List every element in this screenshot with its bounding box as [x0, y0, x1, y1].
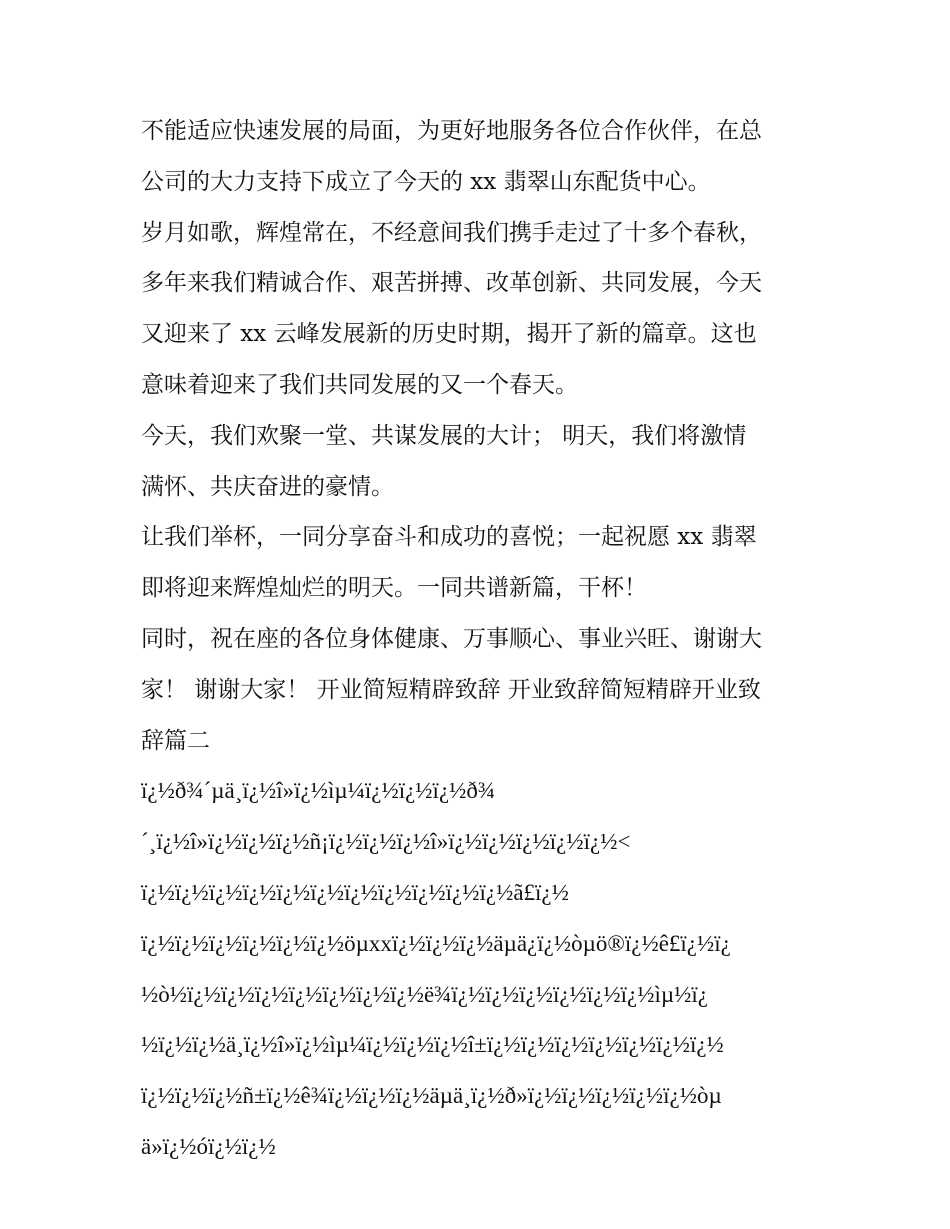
- garbled-text-line: ï¿½ï¿½ï¿½ñ±ï¿½ê¾ï¿½ï¿½ï¿½äµä¸ï¿½ð»ï¿½ï¿½ï¿½ï¿½ï¿½òµ: [141, 1083, 722, 1109]
- document-body: [141, 106, 821, 1173]
- garbled-text-line: ½ò½ï¿½ï¿½ï¿½ï¿½ï¿½ï¿½ï¿½ë¾ï¿½ï¿½ï¿½ï¿½ï¿½ï¿½ìµ½ï¿: [141, 981, 708, 1007]
- garbled-text-line: ½ï¿½ï¿½ä¸ï¿½î»ï¿½ìµ¼ï¿½ï¿½ï¿½î±ï¿½ï¿½ï¿½ï¿½ï¿½ï¿½ï¿½: [141, 1032, 724, 1058]
- text-line: 岁月如歌，辉煌常在，不经意间我们携手走过了十多个春秋，: [141, 219, 762, 246]
- text-line: 又迎来了 xx 云峰发展新的历史时期，揭开了新的篇章。这也: [141, 321, 757, 348]
- garbled-text-line: ä»ï¿½óï¿½ï¿½: [141, 1133, 276, 1159]
- text-line: 辞篇二: [141, 727, 210, 754]
- text-line: 公司的大力支持下成立了今天的 xx 翡翠山东配货中心。: [141, 168, 711, 195]
- text-line: 即将迎来辉煌灿烂的明天。一同共谱新篇，干杯！: [141, 575, 647, 602]
- text-line: 满怀、共庆奋进的豪情。: [141, 473, 394, 500]
- text-line: 今天，我们欢聚一堂、共谋发展的大计； 明天，我们将激情: [141, 422, 747, 449]
- text-line: 让我们举杯，一同分享奋斗和成功的喜悦；一起祝愿 xx 翡翠: [141, 524, 757, 551]
- text-line: 意味着迎来了我们共同发展的又一个春天。: [141, 371, 578, 398]
- text-line: 不能适应快速发展的局面，为更好地服务各位合作伙伴，在总: [141, 118, 762, 144]
- text-line: 同时，祝在座的各位身体健康、万事顺心、事业兴旺、谢谢大: [141, 625, 762, 652]
- garbled-text-line: ´¸ï¿½î»ï¿½ï¿½ï¿½ñ¡ï¿½ï¿½ï¿½î»ï¿½ï¿½ï¿½ï¿½ï¿½<: [141, 829, 631, 855]
- garbled-text-line: ï¿½ð¾´µä¸ï¿½î»ï¿½ìµ¼ï¿½ï¿½ï¿½ð¾: [141, 778, 496, 804]
- garbled-text-line: ï¿½ï¿½ï¿½ï¿½ï¿½ï¿½öµxxï¿½ï¿½ï¿½äµä¿ï¿½òµö®ï¿½ê£ï¿½ï¿: [141, 930, 731, 956]
- garbled-text-line: ï¿½ï¿½ï¿½ï¿½ï¿½ï¿½ï¿½ï¿½ï¿½ï¿½ï¿½ã£ï¿½: [141, 879, 569, 905]
- text-line: 多年来我们精诚合作、艰苦拼搏、改革创新、共同发展，今天: [141, 270, 762, 297]
- text-line: 家！ 谢谢大家！ 开业简短精辟致辞 开业致辞简短精辟开业致: [141, 676, 761, 703]
